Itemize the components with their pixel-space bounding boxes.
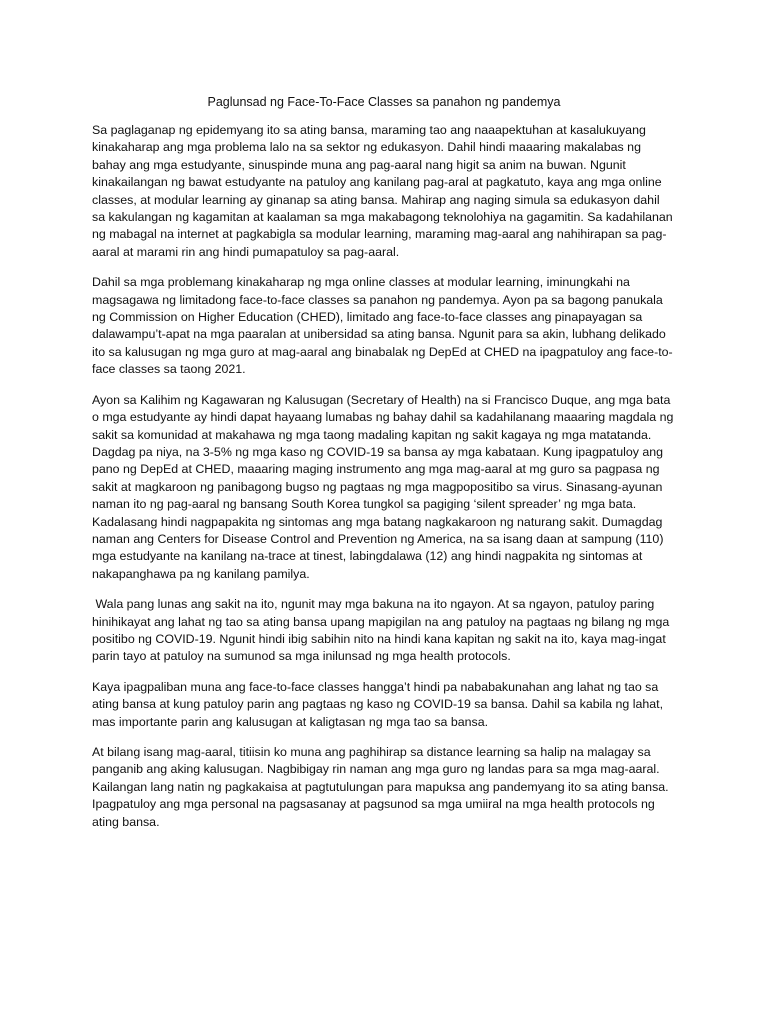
- paragraph-5: Kaya ipagpaliban muna ang face-to-face classes hangga’t hindi pa nababakunahan ang lahat ng tao sa ating bansa at kung patuloy parin ang pagtaas ng kaso ng COVID-19 sa bansa. Dahil sa kabila ng lahat, mas importante parin ang kalusugan at kaligtasan ng mga tao sa bansa.: [92, 679, 664, 729]
- paragraph-2: Dahil sa mga problemang kinakaharap ng mga online classes at modular learning, iminungkahi na magsagawa ng limitadong face-to-face classes sa panahon ng pandemya. Ayon pa sa bagong panukala ng Commission on Higher Education (CHED), limitado ang face-to-face classes ang pinapayagan sa dalawampu’t-apat na mga paaralan at unibersidad sa ating bansa. Ngunit para sa akin, lubhang delikado ito sa kalusugan ng mga guro at mag-aaral ang binabalak ng DepEd at CHED na ipagpatuloy ang face-to-face classes sa taong 2021.: [92, 275, 673, 377]
- paragraph-3: Ayon sa Kalihim ng Kagawaran ng Kalusugan (Secretary of Health) na si Francisco Duque, ang mga bata o mga estudyante ay hindi dapat hayaang lumabas ng bahay dahil sa kadahilanang maaaring magdala ng sakit sa komunidad at makahawa ng mga taong madaling kapitan ng sakit kagaya ng mga matatanda. Dagdag pa niya, na 3-5% ng mga kaso ng COVID-19 sa bansa ay mga kabataan. Kung ipagpatuloy ang pano ng DepEd at CHED, maaaring maging instrumento ang mga mag-aaral at mg guro sa pagpasa ng sakit at magkaroon ng panibagong bugso ng pagtaas ng mga magpopositibo sa virus. Sinasang-ayunan naman ito ng pag-aaral ng bansang South Korea tungkol sa pagiging ‘silent spreader’ ng mga bata. Kadalasang hindi nagpapakita ng sintomas ang mga batang nagkakaroon ng naturang sakit. Dumagdag naman ang Centers for Disease Control and Prevention ng America, na sa isang daan at sampung (110) mga estudyante na kanilang na-trace at tinest, labingdalawa (12) ang hindi nagpakita ng sintomas at nakapanghawa pa ng kanilang pamilya.: [92, 392, 674, 581]
- document-title: Paglunsad ng Face-To-Face Classes sa panahon ng pandemya: [207, 95, 561, 109]
- paragraph-4: Wala pang lunas ang sakit na ito, ngunit may mga bakuna na ito ngayon. At sa ngayon, patuloy paring hinihikayat ang lahat ng tao sa ating bansa upang mapigilan na ang patuloy na pagtaas ng bilang ng mga positibo ng COVID-19. Ngunit hindi ibig sabihin nito na hindi kana kapitan ng sakit na ito, kaya mag-ingat parin tayo at patuloy na sumunod sa mga inilunsad ng mga health protocols.: [92, 597, 670, 664]
- document-body: [92, 122, 676, 831]
- paragraph-6: At bilang isang mag-aaral, titiisin ko muna ang paghihirap sa distance learning sa halip na malagay sa panganib ang aking kalusugan. Nagbibigay rin naman ang mga guro ng landas para sa mga mag-aaral. Kailangan lang natin ng pagkakaisa at pagtutulungan para mapuksa ang pandemyang ito sa ating bansa. Ipagpatuloy ang mga personal na pagsasanay at pagsunod sa mga umiiral na mga health protocols ng ating bansa.: [92, 745, 669, 829]
- paragraph-1: Sa paglaganap ng epidemyang ito sa ating bansa, maraming tao ang naaapektuhan at kasalukuyang kinakaharap ang mga problema lalo na sa sektor ng edukasyon. Dahil hindi maaaring makalabas ng bahay ang mga estudyante, sinuspinde muna ang pag-aaral nang higit sa anim na buwan. Ngunit kinakailangan ng bawat estudyante na patuloy ang kanilang pag-aral at pagkatuto, kaya ang mga online classes, at modular learning ay ginanap sa ating bansa. Mahirap ang naging simula sa edukasyon dahil sa kakulangan ng kagamitan at kaalaman sa mga makabagong teknolohiya na gagamitin. Sa kadahilanan ng mabagal na internet at pagkabigla sa modular learning, maraming mag-aaral ang nahihirapan sa pag-aaral at marami rin ang hindi pumapatuloy sa pag-aaral.: [92, 123, 673, 259]
